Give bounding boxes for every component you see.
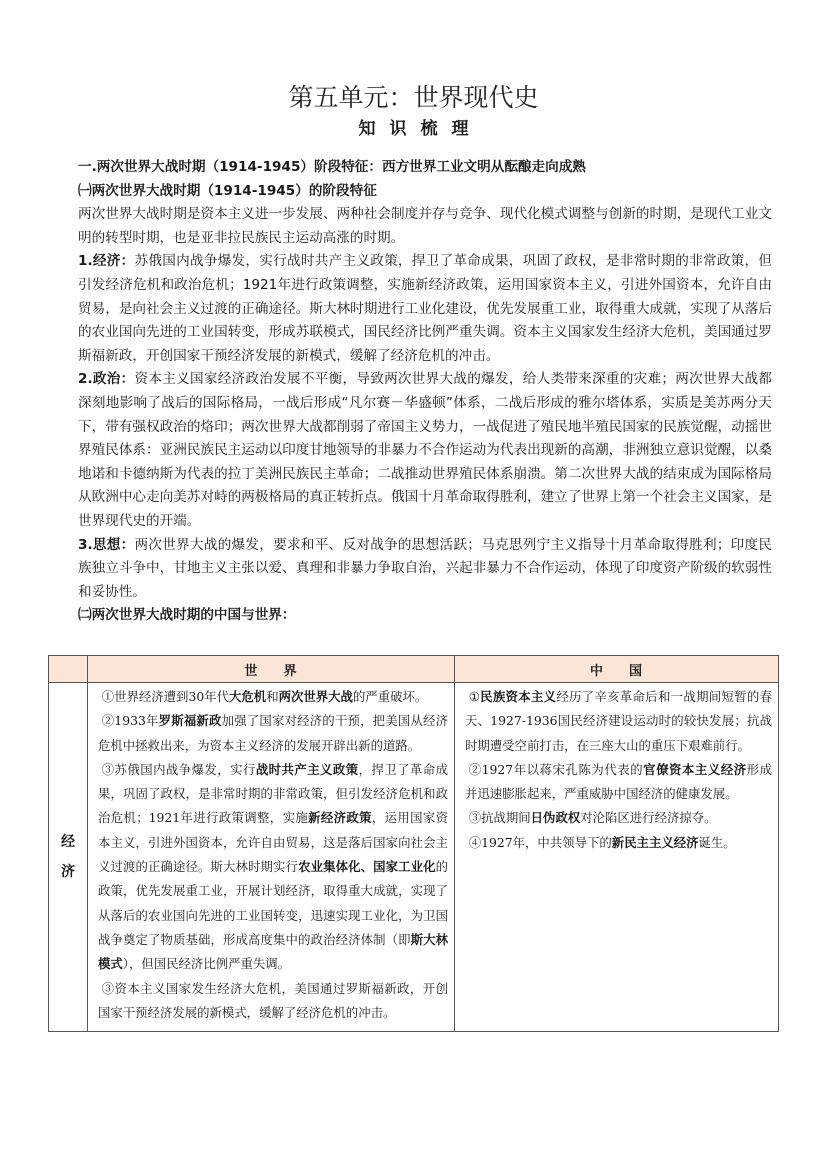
keyword: 日伪政权 <box>530 810 581 826</box>
cell-text: 和 <box>266 689 279 704</box>
cell-text: ②1933年 <box>101 713 159 729</box>
cell-text: 对沦陷区进行经济掠夺。 <box>580 810 717 826</box>
point-text: 苏俄国内战争爆发，实行战时共产主义政策，捍卫了革命成果，巩固了政权，是非常时期的非常政策，但引发经济危机和政治危机；1921年进行政策调整，实施新经济政策，运用国家资本主义，引进外国资本，允许自由贸易，是向社会主义过渡的正确途径。斯大林时期进行工业化建设，优先发展重工业，取得重大成就，实现了从落后的农业国向先进的工业国转变，形成苏联模式，国民经济比例严重失调。资本主义国家发生经济大危机，美国通过罗斯福新政，开创国家干预经济发展的新模式，缓解了经济危机的冲击。 <box>78 253 773 364</box>
header-empty-cell <box>49 656 88 683</box>
row-label-text <box>49 827 87 887</box>
cell-item <box>98 758 448 977</box>
row-label-economy <box>49 683 88 1032</box>
intro-paragraph: 两次世界大战时期是资本主义进一步发展、两种社会制度并存与竞争、现代化模式调整与创新的时期，是现代工业文明的转型时期，也是亚非拉民族民主运动高涨的时期。 <box>78 206 772 246</box>
cell-text: ②1927年以蒋宋孔陈为代表的 <box>468 761 644 777</box>
point-thought <box>78 534 772 605</box>
page-title: 第五单元：世界现代史 <box>288 83 539 112</box>
header-china: 中国 <box>455 656 779 683</box>
cell-text: 加强了国家对经济的干预，把美国从经济危机中拯救出来，为资本主义经济的发展开辟出新的道路。 <box>98 713 449 753</box>
cell-item <box>98 977 448 1026</box>
subsection-heading-2: ㈡两次世界大战时期的中国与世界： <box>78 607 296 624</box>
point-label: 2.政治： <box>78 371 135 388</box>
cell-text: 的严重破坏。 <box>352 689 428 704</box>
china-cell <box>455 683 779 1032</box>
cell-item <box>465 806 772 830</box>
point-politics <box>78 368 772 533</box>
point-text: 资本主义国家经济政治发展不平衡，导致两次世界大战的爆发，给人类带来深重的灾难；两次世界大战都深刻地影响了战后的国际格局，一战后形成“凡尔赛－华盛顿”体系，二战后形成的雅尔塔体系，实质是美苏两分天下，带有强权政治的烙印；两次世界大战都削弱了帝国主义势力，一战促进了殖民地半殖民国家的民族觉醒，动摇世界殖民体系：亚洲民族民主运动以印度甘地领导的非暴力不合作运动为代表出现新的高潮，非洲独立意识觉醒，以桑地诺和卡德纳斯为代表的拉丁美洲民族民主革命；二战推动世界殖民体系崩溃。第二次世界大战的结束成为国际格局从欧洲中心走向美苏对峙的两极格局的真正转折点。俄国十月革命取得胜利，建立了世界上第一个社会主义国家，是世界现代史的开端。 <box>78 371 773 529</box>
cell-item <box>465 831 772 855</box>
cell-item <box>465 758 772 807</box>
page-subtitle: 知识梳理 <box>358 119 483 139</box>
header-world: 世界 <box>88 656 455 683</box>
cell-text: 形成并迅速膨胀起来，严重威胁中国经济的健康发展。 <box>465 761 773 802</box>
keyword: 新民主主义经济 <box>611 834 699 850</box>
cell-text: ，运用国家资本主义，引进外国资本，允许自由贸易，这是落后国家向社会主义过渡的正确途径。斯大林时期实行 <box>98 810 448 875</box>
keyword: 两次世界大战 <box>278 689 353 704</box>
point-label: 3.思想： <box>78 536 135 553</box>
cell-text: ，捍卫了革命成果，巩固了政权，是非常时期的非常政策，但引发经济危机和政治危机；1921年进行政策调整，实施 <box>98 761 449 826</box>
cell-item <box>98 709 448 758</box>
cell-text: ③苏俄国内战争爆发，实行 <box>101 761 256 777</box>
cell-text: ① <box>468 689 481 704</box>
keyword: 官僚资本主义经济 <box>643 761 747 777</box>
comparison-table <box>48 655 779 1032</box>
keyword: 大危机 <box>229 689 267 704</box>
row-label-char: 济 <box>61 864 75 880</box>
subsection-heading-1: ㈠两次世界大战时期（1914-1945）的阶段特征 <box>78 182 377 199</box>
keyword: 罗斯福新政 <box>158 713 222 729</box>
keyword: 新经济政策 <box>308 810 372 826</box>
table-row <box>49 683 779 1032</box>
cell-text: ③资本主义国家发生经济大危机，美国通过罗斯福新政，开创国家干预经济发展的新模式，缓解了经济危机的冲击。 <box>98 980 448 1020</box>
row-label-char: 经 <box>61 834 75 850</box>
section-heading: 一.两次世界大战时期（1914-1945）阶段特征：西方世界工业文明从酝酿走向成熟 <box>78 159 586 175</box>
table-header-row <box>49 656 779 683</box>
cell-text: ④1927年，中共领导下的 <box>468 834 612 850</box>
document-body <box>78 156 772 628</box>
world-cell <box>88 683 455 1032</box>
cell-item <box>98 685 448 709</box>
cell-text: 的政策，优先发展重工业，开展计划经济，取得重大成就，实现了从落后的农业国向先进的工业国转变，迅速实现工业化，为卫国战争奠定了物质基础，形成高度集中的政治经济体制（即 <box>98 859 449 947</box>
cell-text: 经历了辛亥革命后和一战期间短暂的春天、1927-1936国民经济建设运动时的较快发展；抗战时期遭受空前打击，在三座大山的重压下艰难前行。 <box>465 689 772 753</box>
point-economy <box>78 250 772 368</box>
cell-text: ），但国民经济比例严重失调。 <box>122 956 291 972</box>
cell-text: ③抗战期间 <box>468 810 531 826</box>
point-text: 两次世界大战的爆发，要求和平、反对战争的思想活跃；马克思列宁主义指导十月革命取得胜利；印度民族独立斗争中，甘地主义主张以爱、真理和非暴力争取自治，兴起非暴力不合作运动，体现了印度资产阶级的软弱性和妥协性。 <box>78 536 773 600</box>
keyword: 斯大林模式 <box>98 931 449 972</box>
cell-text: 诞生。 <box>698 834 736 850</box>
cell-item <box>465 685 772 758</box>
keyword: 战时共产主义政策 <box>255 761 359 777</box>
keyword: 民族资本主义 <box>480 689 557 704</box>
cell-text: ①世界经济遭到30年代 <box>101 689 230 704</box>
point-label: 1.经济： <box>78 253 135 270</box>
keyword: 农业集体化、国家工业化 <box>298 859 436 875</box>
